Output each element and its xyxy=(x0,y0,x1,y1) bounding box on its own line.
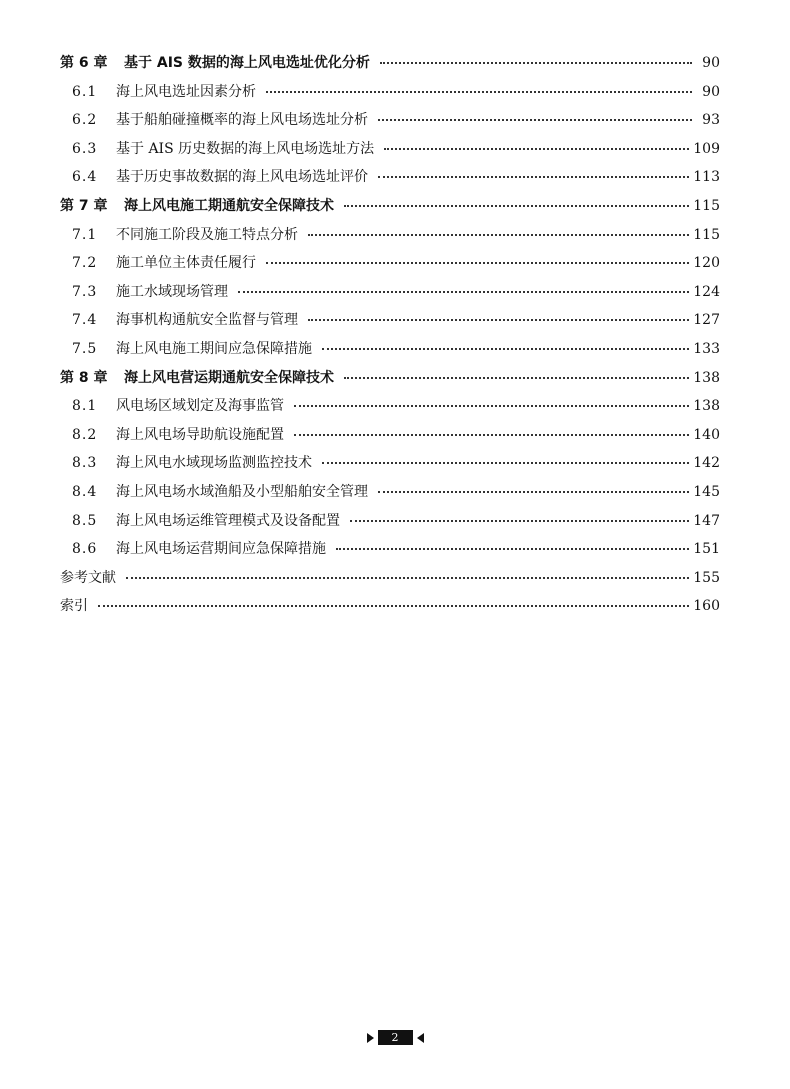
dot-leader xyxy=(350,520,689,522)
toc-entry-page: 115 xyxy=(693,197,720,214)
toc-entry-title: 海上风电场导助航设施配置 xyxy=(116,426,284,443)
toc-entry-number: 第 6 章 xyxy=(60,55,108,71)
dot-leader xyxy=(322,462,689,464)
toc-entry-title: 基于船舶碰撞概率的海上风电场选址分析 xyxy=(116,112,368,129)
toc-entry-title: 施工单位主体责任履行 xyxy=(116,255,256,272)
toc-entry-title: 风电场区域划定及海事监管 xyxy=(116,398,284,415)
toc-entry-number: 7.3 xyxy=(72,283,98,300)
toc-entry-title: 不同施工阶段及施工特点分析 xyxy=(116,226,298,243)
toc-entry-page: 113 xyxy=(693,169,720,186)
toc-entry-number: 7.1 xyxy=(72,226,98,243)
toc-entry-page: 124 xyxy=(693,283,720,300)
toc-entry-number: 6.2 xyxy=(72,112,98,129)
toc-entry-title: 施工水域现场管理 xyxy=(116,283,228,300)
toc-chapter-row[interactable] xyxy=(60,52,720,81)
toc-entry-title: 海事机构通航安全监督与管理 xyxy=(116,312,298,329)
toc-entry-number: 6.4 xyxy=(72,169,98,186)
dot-leader xyxy=(378,176,689,178)
toc-entry-number: 8.2 xyxy=(72,426,98,443)
toc-entry-page: 145 xyxy=(693,483,720,500)
table-of-contents xyxy=(60,52,720,624)
dot-leader xyxy=(308,234,689,236)
dot-leader xyxy=(344,205,689,207)
dot-leader xyxy=(344,377,689,379)
toc-chapter-row[interactable] xyxy=(60,195,720,224)
toc-entry-number: 6.1 xyxy=(72,83,98,100)
toc-chapter-row[interactable] xyxy=(60,367,720,396)
dot-leader xyxy=(238,291,689,293)
toc-entry-page: 160 xyxy=(693,598,720,615)
dot-leader xyxy=(308,319,689,321)
toc-entry-page: 93 xyxy=(702,112,720,129)
toc-entry-number: 8.6 xyxy=(72,541,98,558)
toc-section-row[interactable] xyxy=(60,452,720,481)
toc-section-row[interactable] xyxy=(60,481,720,510)
toc-entry-number: 8.5 xyxy=(72,512,98,529)
toc-section-row[interactable] xyxy=(60,510,720,539)
dot-leader xyxy=(126,577,689,579)
toc-entry-page: 90 xyxy=(702,83,720,100)
toc-section-row[interactable] xyxy=(60,224,720,253)
toc-entry-title: 海上风电施工期间应急保障措施 xyxy=(116,340,312,357)
dot-leader xyxy=(294,405,689,407)
toc-entry-title: 海上风电场运营期间应急保障措施 xyxy=(116,541,326,558)
toc-entry-title: 海上风电施工期通航安全保障技术 xyxy=(124,197,334,214)
toc-section-row[interactable] xyxy=(60,109,720,138)
toc-entry-page: 147 xyxy=(693,512,720,529)
dot-leader xyxy=(266,91,692,93)
toc-section-row[interactable] xyxy=(60,309,720,338)
dot-leader xyxy=(384,148,689,150)
toc-entry-title: 海上风电场运维管理模式及设备配置 xyxy=(116,512,340,529)
toc-entry-page: 120 xyxy=(693,255,720,272)
toc-entry-number: 6.3 xyxy=(72,140,98,157)
toc-section-row[interactable] xyxy=(60,252,720,281)
dot-leader xyxy=(378,119,692,121)
page-number: 2 xyxy=(378,1030,413,1045)
dot-leader xyxy=(336,548,689,550)
toc-entry-number: 8.3 xyxy=(72,455,98,472)
toc-entry-page: 115 xyxy=(693,226,720,243)
toc-entry-page: 138 xyxy=(693,398,720,415)
toc-entry-title: 海上风电场水域渔船及小型船舶安全管理 xyxy=(116,483,368,500)
toc-section-row[interactable] xyxy=(60,81,720,110)
toc-entry-page: 127 xyxy=(693,312,720,329)
toc-entry-page: 155 xyxy=(693,569,720,586)
toc-section-row[interactable] xyxy=(60,538,720,567)
toc-entry-number: 第 7 章 xyxy=(60,197,108,214)
toc-entry-title: 海上风电选址因素分析 xyxy=(116,83,256,100)
toc-entry-number: 7.2 xyxy=(72,255,98,272)
toc-entry-page: 140 xyxy=(693,426,720,443)
toc-section-row[interactable] xyxy=(60,281,720,310)
left-arrow-icon xyxy=(417,1033,424,1043)
toc-entry-title: 海上风电水域现场监测监控技术 xyxy=(116,455,312,472)
toc-entry-page: 133 xyxy=(693,340,720,357)
toc-backmatter-row[interactable] xyxy=(60,567,720,596)
toc-entry-page: 151 xyxy=(693,541,720,558)
toc-entry-title: 基于 AIS 数据的海上风电选址优化分析 xyxy=(124,55,370,71)
toc-section-row[interactable] xyxy=(60,424,720,453)
toc-entry-title: 参考文献 xyxy=(60,569,116,586)
toc-section-row[interactable] xyxy=(60,395,720,424)
dot-leader xyxy=(98,605,689,607)
toc-entry-number: 7.4 xyxy=(72,312,98,329)
toc-entry-page: 138 xyxy=(693,369,720,386)
toc-backmatter-row[interactable] xyxy=(60,595,720,624)
dot-leader xyxy=(380,62,692,64)
toc-entry-title: 索引 xyxy=(60,598,88,615)
toc-entry-title: 海上风电营运期通航安全保障技术 xyxy=(124,369,334,386)
toc-entry-title: 基于历史事故数据的海上风电场选址评价 xyxy=(116,169,368,186)
toc-entry-number: 8.1 xyxy=(72,398,98,415)
toc-entry-page: 109 xyxy=(693,140,720,157)
toc-section-row[interactable] xyxy=(60,138,720,167)
toc-entry-title: 基于 AIS 历史数据的海上风电场选址方法 xyxy=(116,140,375,157)
toc-entry-number: 8.4 xyxy=(72,483,98,500)
dot-leader xyxy=(294,434,689,436)
dot-leader xyxy=(266,262,689,264)
page-footer xyxy=(0,1030,790,1045)
dot-leader xyxy=(378,491,689,493)
toc-entry-page: 90 xyxy=(702,55,720,71)
right-arrow-icon xyxy=(367,1033,374,1043)
toc-entry-number: 第 8 章 xyxy=(60,369,108,386)
toc-entry-page: 142 xyxy=(693,455,720,472)
dot-leader xyxy=(322,348,689,350)
toc-entry-number: 7.5 xyxy=(72,340,98,357)
toc-section-row[interactable] xyxy=(60,338,720,367)
toc-section-row[interactable] xyxy=(60,166,720,195)
